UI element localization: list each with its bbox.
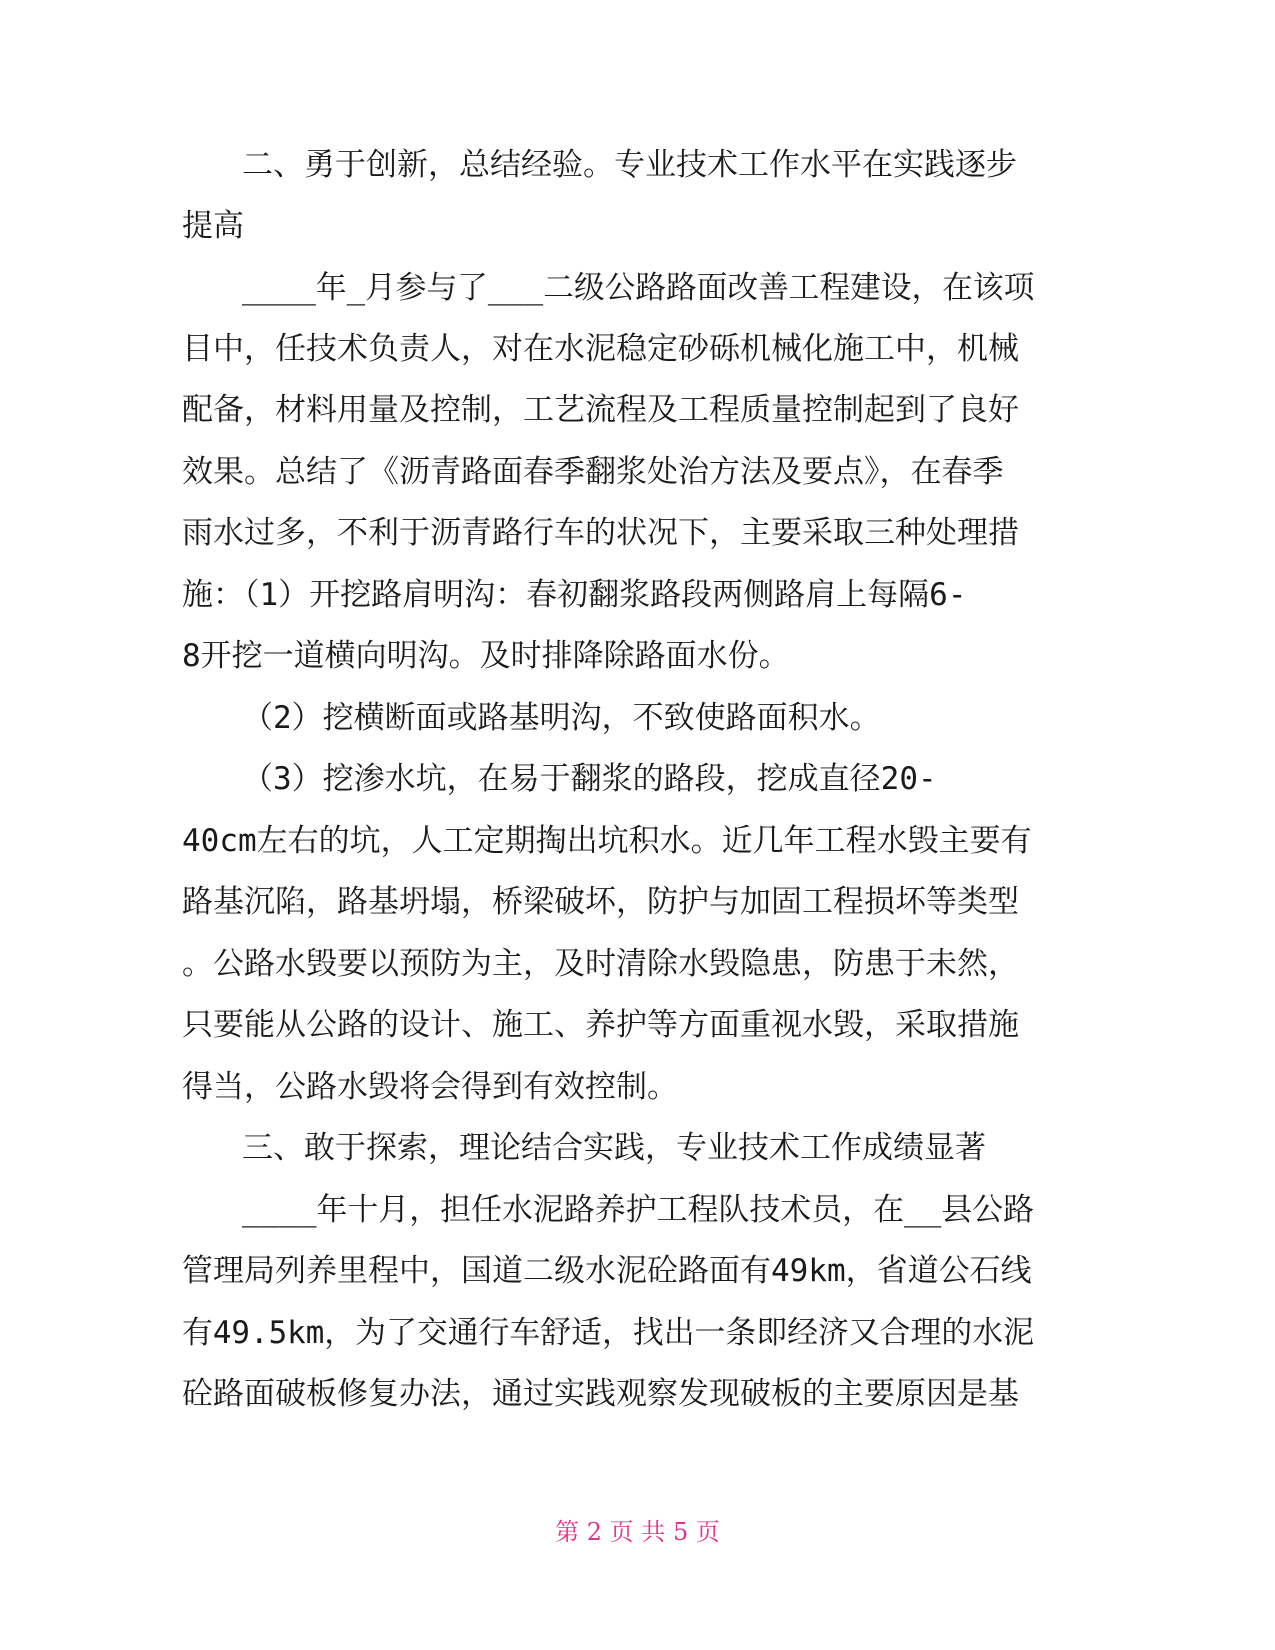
paragraph-line: 管理局列养里程中，国道二级水泥砼路面有49km，省道公石线 xyxy=(182,1253,1032,1289)
paragraph-line: 只要能从公路的设计、施工、养护等方面重视水毁，采取措施 xyxy=(182,1007,1019,1043)
section-heading-3: 三、敢于探索，理论结合实践，专业技术工作成绩显著 xyxy=(242,1130,986,1166)
paragraph-line: 。公路水毁要以预防为主，及时清除水毁隐患，防患于未然， xyxy=(182,946,1019,982)
paragraph-line: （2）挖横断面或路基明沟，不致使路面积水。 xyxy=(242,700,881,736)
paragraph-line: 得当，公路水毁将会得到有效控制。 xyxy=(182,1069,678,1105)
paragraph-line: 砼路面破板修复办法，通过实践观察发现破板的主要原因是基 xyxy=(182,1376,1019,1412)
paragraph-line: 8开挖一道横向明沟。及时排降除路面水份。 xyxy=(182,638,790,674)
paragraph-line: 配备，材料用量及控制，工艺流程及工程质量控制起到了良好 xyxy=(182,392,1019,428)
paragraph-line: ____年_月参与了___二级公路路面改善工程建设，在该项 xyxy=(242,270,1035,306)
paragraph-line: 目中，任技术负责人，对在水泥稳定砂砾机械化施工中，机械 xyxy=(182,331,1019,367)
section-heading-2: 二、勇于创新，总结经验。专业技术工作水平在实践逐步 xyxy=(242,147,1017,183)
paragraph-line: （3）挖渗水坑，在易于翻浆的路段，挖成直径20- xyxy=(242,761,937,797)
paragraph-line: 路基沉陷，路基坍塌，桥梁破坏，防护与加固工程损坏等类型 xyxy=(182,884,1019,920)
paragraph-line: 40cm左右的坑，人工定期掏出坑积水。近几年工程水毁主要有 xyxy=(182,823,1032,859)
paragraph-line: 效果。总结了《沥青路面春季翻浆处治方法及要点》，在春季 xyxy=(182,454,1004,490)
paragraph-line: 有49.5km，为了交通行车舒适，找出一条即经济又合理的水泥 xyxy=(182,1315,1034,1351)
section-heading-2-cont: 提高 xyxy=(182,208,244,244)
paragraph-line: 雨水过多，不利于沥青路行车的状况下，主要采取三种处理措 xyxy=(182,515,1019,551)
page-number-footer: 第 2 页 共 5 页 xyxy=(555,1518,720,1546)
paragraph-line: 施：（1）开挖路肩明沟：春初翻浆路段两侧路肩上每隔6- xyxy=(182,577,967,613)
paragraph-line: ____年十月，担任水泥路养护工程队技术员，在__县公路 xyxy=(242,1192,1034,1228)
